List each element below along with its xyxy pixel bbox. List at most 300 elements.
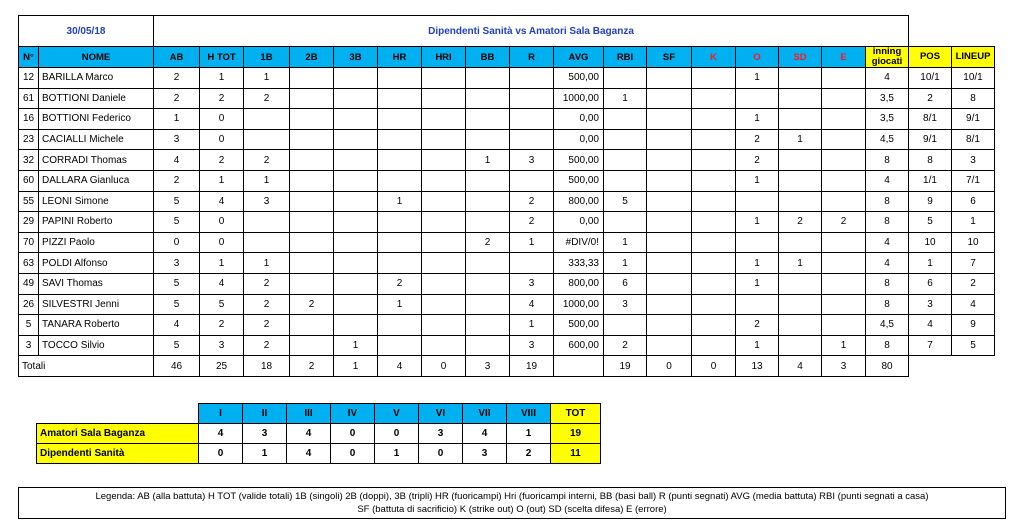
cell-lineup: 7 <box>952 253 995 274</box>
cell-pos: 4 <box>909 315 952 336</box>
team-score-row <box>37 444 601 464</box>
cell-k <box>692 232 736 253</box>
cell-rbi <box>604 150 647 171</box>
inning-header: II <box>243 404 287 424</box>
cell-sf <box>647 212 692 233</box>
cell-rbi: 3 <box>604 294 647 315</box>
cell-k <box>692 335 736 356</box>
cell-nome: DALLARA Gianluca <box>39 170 154 191</box>
cell-bb <box>466 212 510 233</box>
team-name: Dipendenti Sanità <box>37 444 199 464</box>
cell-o <box>736 294 779 315</box>
cell-r: 1 <box>510 315 554 336</box>
header-3b: 3B <box>334 47 378 68</box>
cell-inning: 8 <box>866 212 909 233</box>
cell-k <box>692 253 736 274</box>
cell-k <box>692 109 736 130</box>
cell-rbi: 1 <box>604 232 647 253</box>
cell-inning: 8 <box>866 191 909 212</box>
total-sd: 4 <box>779 356 822 377</box>
total-bb: 3 <box>466 356 510 377</box>
cell-ab: 5 <box>154 273 200 294</box>
cell-nome: BOTTIONI Federico <box>39 109 154 130</box>
cell-bb <box>466 88 510 109</box>
cell-lineup: 5 <box>952 335 995 356</box>
cell-hri <box>422 191 466 212</box>
cell-avg: 0,00 <box>554 109 604 130</box>
cell-e <box>822 68 866 89</box>
cell-sd: 1 <box>779 129 822 150</box>
cell-bb <box>466 253 510 274</box>
cell-avg: 1000,00 <box>554 294 604 315</box>
cell-lineup: 6 <box>952 191 995 212</box>
cell-b3 <box>334 150 378 171</box>
cell-htot: 0 <box>200 232 244 253</box>
inning-header: IV <box>331 404 375 424</box>
header-avg: AVG <box>554 47 604 68</box>
header-o: O <box>736 47 779 68</box>
cell-hr <box>378 212 422 233</box>
cell-o: 2 <box>736 315 779 336</box>
cell-lineup: 8/1 <box>952 129 995 150</box>
cell-htot: 2 <box>200 315 244 336</box>
cell-o: 1 <box>736 109 779 130</box>
cell-r: 3 <box>510 273 554 294</box>
cell-avg: 500,00 <box>554 315 604 336</box>
cell-b1 <box>244 109 290 130</box>
cell-pos: 10/1 <box>909 68 952 89</box>
cell-b3 <box>334 273 378 294</box>
cell-hr <box>378 315 422 336</box>
cell-b2 <box>290 335 334 356</box>
team-name: Amatori Sala Baganza <box>37 424 199 444</box>
cell-ab: 2 <box>154 88 200 109</box>
header-pos: POS <box>909 47 952 68</box>
cell-r: 2 <box>510 191 554 212</box>
cell-sd: 1 <box>779 253 822 274</box>
cell-b1 <box>244 212 290 233</box>
cell-htot: 1 <box>200 68 244 89</box>
cell-r <box>510 129 554 150</box>
cell-sd <box>779 273 822 294</box>
cell-avg: 0,00 <box>554 212 604 233</box>
cell-avg: 500,00 <box>554 150 604 171</box>
cell-o: 1 <box>736 170 779 191</box>
cell-r <box>510 253 554 274</box>
cell-sf <box>647 88 692 109</box>
total-r: 19 <box>510 356 554 377</box>
cell-sf <box>647 294 692 315</box>
cell-ab: 1 <box>154 109 200 130</box>
cell-e <box>822 273 866 294</box>
cell-hr <box>378 88 422 109</box>
cell-pos: 9/1 <box>909 129 952 150</box>
cell-num: 16 <box>19 109 39 130</box>
cell-inning: 4 <box>866 232 909 253</box>
cell-ab: 3 <box>154 253 200 274</box>
cell-rbi: 1 <box>604 88 647 109</box>
cell-k <box>692 191 736 212</box>
cell-ab: 5 <box>154 212 200 233</box>
cell-ab: 2 <box>154 68 200 89</box>
cell-lineup: 9/1 <box>952 109 995 130</box>
cell-num: 32 <box>19 150 39 171</box>
cell-e <box>822 232 866 253</box>
player-row <box>19 68 995 89</box>
cell-hri <box>422 109 466 130</box>
cell-pos: 6 <box>909 273 952 294</box>
player-row <box>19 232 995 253</box>
header-row <box>19 47 995 68</box>
cell-b1 <box>244 129 290 150</box>
cell-nome: SAVI Thomas <box>39 273 154 294</box>
cell-num: 3 <box>19 335 39 356</box>
cell-b2 <box>290 191 334 212</box>
cell-ab: 5 <box>154 191 200 212</box>
cell-rbi <box>604 170 647 191</box>
cell-inning: 3,5 <box>866 109 909 130</box>
cell-htot: 2 <box>200 150 244 171</box>
inning-header: I <box>199 404 243 424</box>
cell-rbi: 5 <box>604 191 647 212</box>
cell-ab: 3 <box>154 129 200 150</box>
header-htot: H TOT <box>200 47 244 68</box>
cell-r: 4 <box>510 294 554 315</box>
cell-inning: 8 <box>866 294 909 315</box>
cell-sd <box>779 170 822 191</box>
cell-sf <box>647 150 692 171</box>
cell-hr: 1 <box>378 191 422 212</box>
cell-k <box>692 294 736 315</box>
cell-e <box>822 150 866 171</box>
cell-nome: CORRADI Thomas <box>39 150 154 171</box>
cell-pos: 1/1 <box>909 170 952 191</box>
cell-htot: 3 <box>200 335 244 356</box>
cell-bb: 2 <box>466 232 510 253</box>
cell-b1: 2 <box>244 335 290 356</box>
total-b2: 2 <box>290 356 334 377</box>
player-row <box>19 335 995 356</box>
cell-b2 <box>290 253 334 274</box>
cell-rbi <box>604 109 647 130</box>
inning-header: V <box>375 404 419 424</box>
stats-table <box>18 15 995 377</box>
inning-score: 4 <box>287 444 331 464</box>
cell-o: 1 <box>736 273 779 294</box>
cell-k <box>692 273 736 294</box>
cell-sf <box>647 273 692 294</box>
cell-b1: 2 <box>244 315 290 336</box>
cell-o: 2 <box>736 129 779 150</box>
cell-hr <box>378 232 422 253</box>
cell-hri <box>422 273 466 294</box>
cell-e: 1 <box>822 335 866 356</box>
cell-b2 <box>290 232 334 253</box>
cell-rbi <box>604 129 647 150</box>
cell-o: 2 <box>736 150 779 171</box>
cell-nome: LEONI Simone <box>39 191 154 212</box>
player-row <box>19 253 995 274</box>
cell-bb <box>466 68 510 89</box>
inning-score: 4 <box>463 424 507 444</box>
total-htot: 25 <box>200 356 244 377</box>
cell-avg: 800,00 <box>554 273 604 294</box>
cell-sd <box>779 109 822 130</box>
player-row <box>19 273 995 294</box>
cell-pos: 7 <box>909 335 952 356</box>
header-hr: HR <box>378 47 422 68</box>
inning-header: VIII <box>507 404 551 424</box>
cell-sf <box>647 335 692 356</box>
cell-avg: 500,00 <box>554 68 604 89</box>
cell-k <box>692 129 736 150</box>
cell-num: 23 <box>19 129 39 150</box>
cell-lineup: 3 <box>952 150 995 171</box>
cell-pos: 8 <box>909 150 952 171</box>
header-r: R <box>510 47 554 68</box>
cell-hri <box>422 68 466 89</box>
cell-b3 <box>334 315 378 336</box>
player-row <box>19 170 995 191</box>
cell-rbi <box>604 68 647 89</box>
cell-avg: 333,33 <box>554 253 604 274</box>
header-e: E <box>822 47 866 68</box>
cell-bb <box>466 129 510 150</box>
inning-header-row <box>37 404 601 424</box>
cell-e <box>822 253 866 274</box>
cell-r <box>510 109 554 130</box>
cell-b1: 3 <box>244 191 290 212</box>
cell-lineup: 4 <box>952 294 995 315</box>
cell-b3 <box>334 170 378 191</box>
total-b3: 1 <box>334 356 378 377</box>
cell-bb <box>466 191 510 212</box>
cell-inning: 3,5 <box>866 88 909 109</box>
cell-r: 1 <box>510 232 554 253</box>
cell-avg: 800,00 <box>554 191 604 212</box>
total-b1: 18 <box>244 356 290 377</box>
cell-num: 70 <box>19 232 39 253</box>
header-k: K <box>692 47 736 68</box>
total-hri: 0 <box>422 356 466 377</box>
cell-r: 3 <box>510 335 554 356</box>
match-title: Dipendenti Sanità vs Amatori Sala Baganza <box>154 16 909 47</box>
cell-hri <box>422 253 466 274</box>
cell-o: 1 <box>736 68 779 89</box>
cell-nome: PIZZI Paolo <box>39 232 154 253</box>
cell-rbi: 1 <box>604 253 647 274</box>
cell-nome: POLDI Alfonso <box>39 253 154 274</box>
cell-htot: 4 <box>200 273 244 294</box>
cell-b1: 1 <box>244 253 290 274</box>
cell-bb <box>466 109 510 130</box>
cell-sf <box>647 170 692 191</box>
cell-sd <box>779 315 822 336</box>
cell-b2: 2 <box>290 294 334 315</box>
cell-hr: 2 <box>378 273 422 294</box>
cell-hr <box>378 109 422 130</box>
cell-num: 5 <box>19 315 39 336</box>
cell-e <box>822 315 866 336</box>
cell-sf <box>647 315 692 336</box>
cell-o: 1 <box>736 253 779 274</box>
header-ab: AB <box>154 47 200 68</box>
cell-rbi <box>604 212 647 233</box>
cell-nome: PAPINI Roberto <box>39 212 154 233</box>
cell-pos: 5 <box>909 212 952 233</box>
cell-nome: TOCCO Silvio <box>39 335 154 356</box>
total-rbi: 19 <box>604 356 647 377</box>
cell-lineup: 7/1 <box>952 170 995 191</box>
cell-rbi: 2 <box>604 335 647 356</box>
cell-inning: 4,5 <box>866 129 909 150</box>
cell-k <box>692 170 736 191</box>
cell-lineup: 8 <box>952 88 995 109</box>
inning-score: 2 <box>507 444 551 464</box>
cell-b3 <box>334 129 378 150</box>
cell-pos: 2 <box>909 88 952 109</box>
player-row <box>19 109 995 130</box>
cell-b3 <box>334 68 378 89</box>
cell-b3: 1 <box>334 335 378 356</box>
inning-score: 3 <box>419 424 463 444</box>
cell-pos: 10 <box>909 232 952 253</box>
cell-b1: 2 <box>244 150 290 171</box>
player-row <box>19 88 995 109</box>
cell-b1 <box>244 232 290 253</box>
cell-k <box>692 315 736 336</box>
cell-num: 12 <box>19 68 39 89</box>
cell-pos: 8/1 <box>909 109 952 130</box>
total-k: 0 <box>692 356 736 377</box>
cell-b2 <box>290 273 334 294</box>
cell-num: 29 <box>19 212 39 233</box>
cell-hr <box>378 335 422 356</box>
cell-nome: SILVESTRI Jenni <box>39 294 154 315</box>
cell-b1: 1 <box>244 68 290 89</box>
cell-b3 <box>334 191 378 212</box>
cell-inning: 4 <box>866 253 909 274</box>
cell-b2 <box>290 129 334 150</box>
cell-e <box>822 191 866 212</box>
team-total: 11 <box>551 444 601 464</box>
cell-bb <box>466 294 510 315</box>
cell-hri <box>422 315 466 336</box>
cell-e <box>822 294 866 315</box>
cell-inning: 4,5 <box>866 315 909 336</box>
cell-htot: 0 <box>200 109 244 130</box>
cell-sf <box>647 109 692 130</box>
cell-b2 <box>290 68 334 89</box>
cell-avg: 0,00 <box>554 129 604 150</box>
cell-sd <box>779 68 822 89</box>
cell-k <box>692 88 736 109</box>
cell-rbi: 6 <box>604 273 647 294</box>
cell-hri <box>422 129 466 150</box>
cell-avg: 500,00 <box>554 170 604 191</box>
player-row <box>19 294 995 315</box>
cell-avg: #DIV/0! <box>554 232 604 253</box>
cell-ab: 4 <box>154 315 200 336</box>
cell-bb <box>466 335 510 356</box>
cell-b2 <box>290 315 334 336</box>
cell-lineup: 9 <box>952 315 995 336</box>
cell-hr <box>378 68 422 89</box>
header-num: N° <box>19 47 39 68</box>
cell-e <box>822 88 866 109</box>
total-sf: 0 <box>647 356 692 377</box>
cell-b3 <box>334 294 378 315</box>
legend <box>18 487 1006 519</box>
cell-hr <box>378 253 422 274</box>
cell-b3 <box>334 212 378 233</box>
cell-sd: 2 <box>779 212 822 233</box>
cell-b1: 1 <box>244 170 290 191</box>
cell-sd <box>779 150 822 171</box>
cell-k <box>692 68 736 89</box>
cell-bb: 1 <box>466 150 510 171</box>
cell-b3 <box>334 253 378 274</box>
cell-sf <box>647 232 692 253</box>
cell-sf <box>647 68 692 89</box>
cell-num: 63 <box>19 253 39 274</box>
total-avg <box>554 356 604 377</box>
cell-nome: BOTTIONI Daniele <box>39 88 154 109</box>
date-cell: 30/05/18 <box>19 16 154 47</box>
inning-score: 3 <box>243 424 287 444</box>
totals-row <box>19 356 995 377</box>
header-1b: 1B <box>244 47 290 68</box>
cell-num: 26 <box>19 294 39 315</box>
team-total: 19 <box>551 424 601 444</box>
cell-htot: 1 <box>200 170 244 191</box>
player-row <box>19 315 995 336</box>
cell-sf <box>647 253 692 274</box>
cell-inning: 8 <box>866 150 909 171</box>
cell-lineup: 2 <box>952 273 995 294</box>
cell-bb <box>466 315 510 336</box>
cell-hri <box>422 232 466 253</box>
cell-lineup: 10/1 <box>952 68 995 89</box>
player-row <box>19 129 995 150</box>
cell-hri <box>422 294 466 315</box>
inning-score: 4 <box>287 424 331 444</box>
cell-o: 1 <box>736 212 779 233</box>
cell-b2 <box>290 109 334 130</box>
title-row <box>19 16 995 47</box>
header-sf: SF <box>647 47 692 68</box>
player-row <box>19 212 995 233</box>
inning-score: 0 <box>419 444 463 464</box>
cell-sd <box>779 191 822 212</box>
cell-e <box>822 129 866 150</box>
cell-b2 <box>290 212 334 233</box>
header-sd: SD <box>779 47 822 68</box>
cell-num: 60 <box>19 170 39 191</box>
cell-bb <box>466 273 510 294</box>
inning-score: 1 <box>507 424 551 444</box>
header-2b: 2B <box>290 47 334 68</box>
cell-lineup: 10 <box>952 232 995 253</box>
total-o: 13 <box>736 356 779 377</box>
cell-sf <box>647 129 692 150</box>
cell-o <box>736 232 779 253</box>
cell-r: 3 <box>510 150 554 171</box>
header-lineup: LINEUP <box>952 47 995 68</box>
cell-htot: 1 <box>200 253 244 274</box>
cell-htot: 4 <box>200 191 244 212</box>
inning-header: VII <box>463 404 507 424</box>
